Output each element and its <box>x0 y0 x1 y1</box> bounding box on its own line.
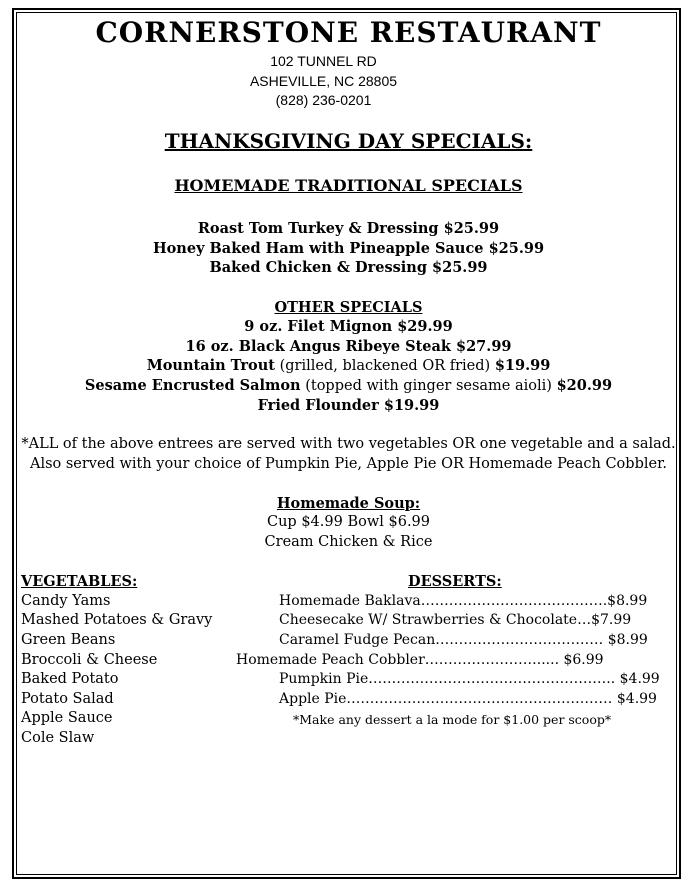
special-trout <box>0 356 697 376</box>
vegetable-item: Cole Slaw <box>21 730 95 746</box>
phone-number: (828) 236-0201 <box>275 92 372 108</box>
address-line1: 102 TUNNEL RD <box>270 53 377 69</box>
vegetable-item: Baked Potato <box>21 671 119 687</box>
dessert-item: Caramel Fudge Pecan……………………………… $8.99 <box>279 632 648 648</box>
trout-name: Mountain Trout <box>146 357 275 374</box>
special-filet: 9 oz. Filet Mignon $29.99 <box>244 318 453 335</box>
vegetable-item: Apple Sauce <box>21 710 113 726</box>
address-line2: ASHEVILLE, NC 28805 <box>249 73 398 89</box>
dessert-note: *Make any dessert a la mode for $1.00 per scoop* <box>293 712 612 727</box>
entree-note-line2: Also served with your choice of Pumpkin Pie, Apple Pie OR Homemade Peach Cobbler. <box>29 456 668 472</box>
salmon-price: $20.99 <box>556 377 613 394</box>
trout-desc: (grilled, blackened OR fried) <box>274 358 495 374</box>
entree-note-line1: *ALL of the above entrees are served with two vegetables OR one vegetable and a salad. <box>21 436 676 452</box>
vegetable-item: Potato Salad <box>21 691 114 707</box>
vegetable-item: Mashed Potatoes & Gravy <box>21 612 213 628</box>
trout-price: $19.99 <box>494 357 551 374</box>
special-salmon <box>0 376 697 396</box>
traditional-specials-title: HOMEMADE TRADITIONAL SPECIALS <box>174 176 523 195</box>
soup-name: Cream Chicken & Rice <box>264 534 433 550</box>
special-ribeye: 16 oz. Black Angus Ribeye Steak $27.99 <box>185 338 512 355</box>
other-specials-title: OTHER SPECIALS <box>274 299 423 316</box>
vegetable-item: Candy Yams <box>21 593 111 609</box>
dessert-item: Homemade Baklava………………………………….$8.99 <box>279 593 648 609</box>
dessert-item: Pumpkin Pie…………………………………………….. $4.99 <box>279 671 660 687</box>
page-heading: THANKSGIVING DAY SPECIALS: <box>164 129 533 153</box>
dessert-item: Cheesecake W/ Strawberries & Chocolate…$7.99 <box>279 612 632 628</box>
salmon-name: Sesame Encrusted Salmon <box>84 377 301 394</box>
restaurant-name: CORNERSTONE RESTAURANT <box>95 16 602 49</box>
traditional-item: Roast Tom Turkey & Dressing $25.99 <box>197 220 500 237</box>
special-flounder: Fried Flounder $19.99 <box>257 397 440 414</box>
desserts-title: DESSERTS: <box>408 573 502 590</box>
salmon-desc: (topped with ginger sesame aioli) <box>300 378 557 394</box>
traditional-item: Baked Chicken & Dressing $25.99 <box>209 259 488 276</box>
vegetable-item: Broccoli & Cheese <box>21 652 158 668</box>
soup-title: Homemade Soup: <box>276 495 421 512</box>
dessert-item: Homemade Peach Cobbler……………………..... $6.99 <box>236 652 604 668</box>
soup-prices: Cup $4.99 Bowl $6.99 <box>267 514 430 530</box>
dessert-item: Apple Pie………………………………………………… $4.99 <box>279 691 657 707</box>
vegetables-title: VEGETABLES: <box>21 573 138 590</box>
traditional-item: Honey Baked Ham with Pineapple Sauce $25.99 <box>152 240 545 257</box>
vegetable-item: Green Beans <box>21 632 116 648</box>
